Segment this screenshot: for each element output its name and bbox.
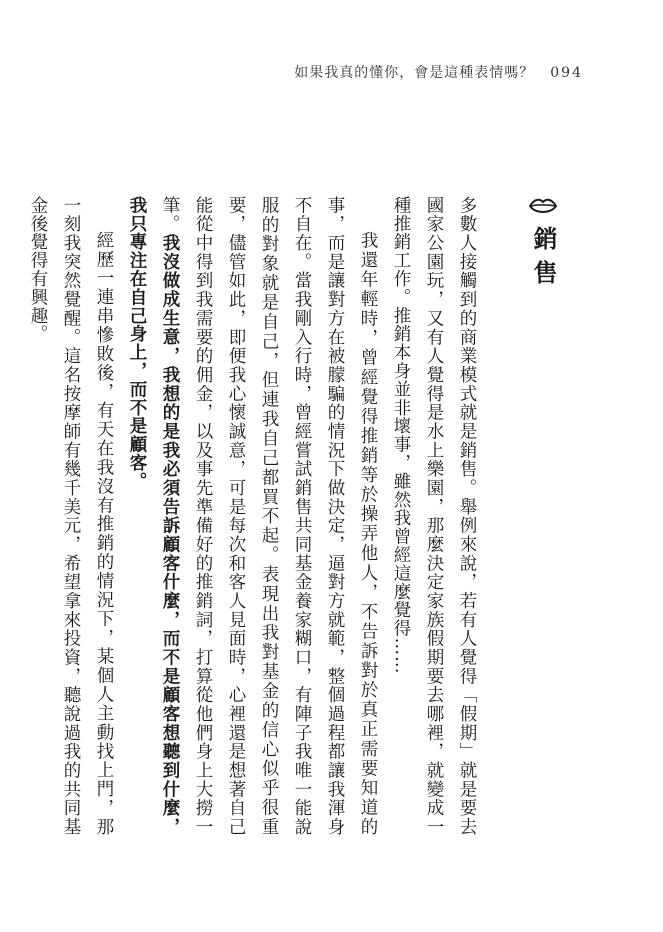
paragraph-1: 多數人接觸到的商業模式就是銷售。舉例來說，若有人覺得「假期」就是要去國家公園玩，又有人覺得是水上樂園，那麼決定家族假期要去哪裡，就變成一種推銷工作。推銷本身並非壞事，雖然我曾經這麼覺得…… xyxy=(391,196,477,836)
running-header xyxy=(294,62,583,82)
running-title: 如果我真的懂你，會是這種表情嗎？ xyxy=(294,65,535,81)
section-title: 銷售 xyxy=(529,226,558,294)
page-number: 094 xyxy=(550,65,583,81)
body-text xyxy=(28,196,483,836)
paragraph-2-bold: 我沒做成生意，我想的是我必須告訴顧客什麼，而不是顧客想聽到什麼，我只專注在自己身上，而不是顧客。 xyxy=(127,196,180,836)
paragraph-2-text: 我還年輕時，曾經覺得推銷等於操弄他人，不告訴對於真正需要知道的事，而是讓對方在被朦騙的情況下做決定，逼對方就範，整個過程都讓我渾身不自在。當我剛入行時，曾經嘗試銷售共同基金養家糊口，有陣子我唯一能說服的對象就是自己，但連我自己都買不起。表現出我對基金的信心似乎很重要，儘管如此，即便我心懷誠意，可是每次和客人見面時，心裡還是想著自己能從中得到我需要的佣金，以及事先準備好的推銷詞，打算從他們身上大撈一筆。 xyxy=(160,196,378,836)
paragraph-2 xyxy=(120,196,384,836)
lips-icon xyxy=(528,196,558,216)
paragraph-3: 經歷一連串慘敗後，有天在我沒有推銷的情況下，某個人主動找上門，那一刻我突然覺醒。這名按摩師有幾千美元，希望拿來投資，聽說過我的共同基金後覺得有興趣。 xyxy=(28,196,114,836)
